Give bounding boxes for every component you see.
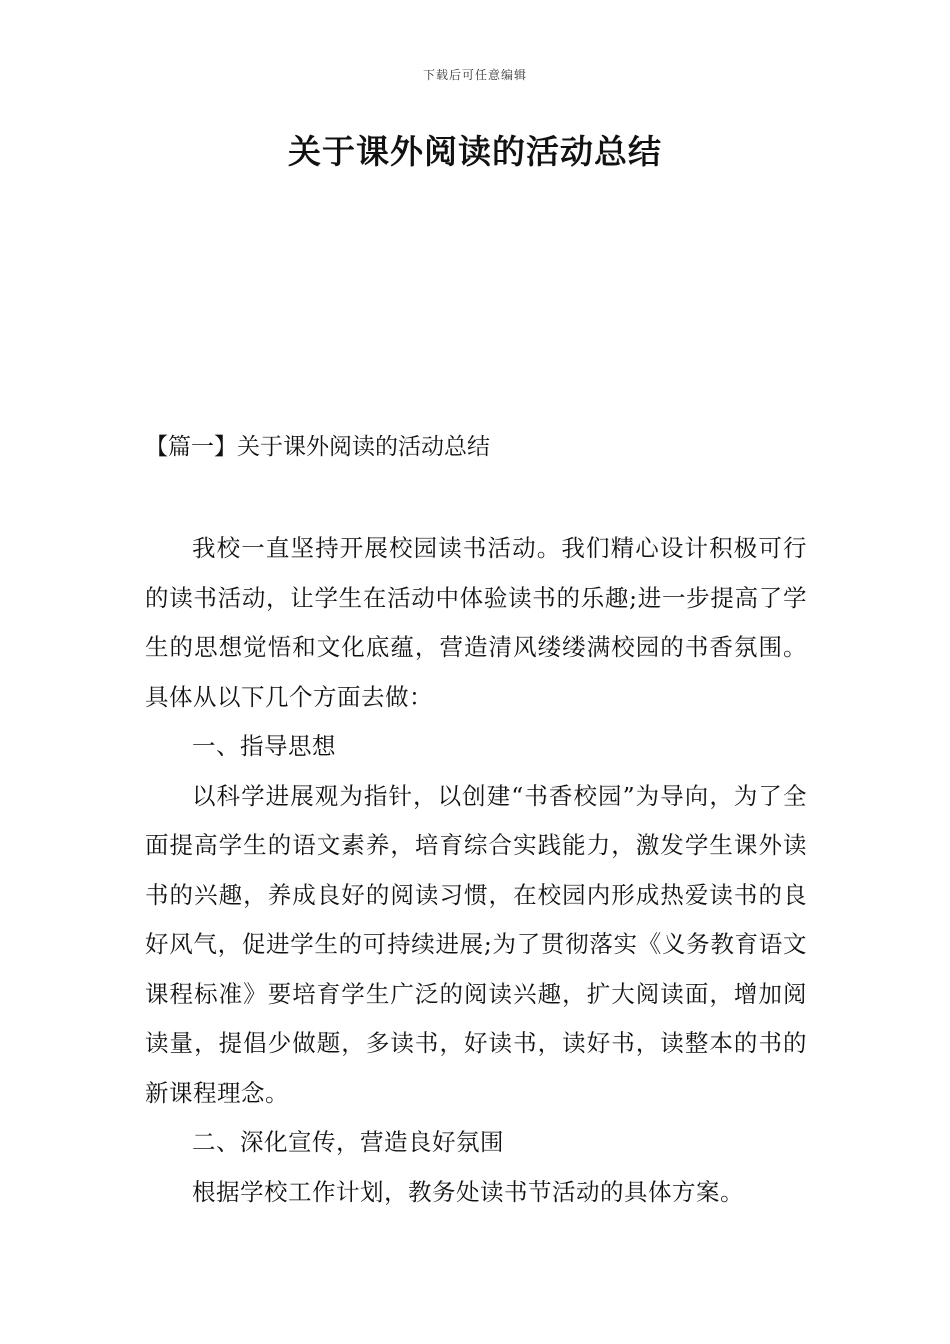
paragraph-intro: 我校一直坚持开展校园读书活动。我们精心设计积极可行的读书活动，让学生在活动中体验读书的乐趣;进一步提高了学生的思想觉悟和文化底蕴，营造清风缕缕满校园的书香氛围。具体从以下几个方面去做： [145, 534, 807, 711]
header-note: 下载后可任意编辑 [422, 68, 527, 82]
paragraph-publicity: 根据学校工作计划，教务处读书节活动的具体方案。 [192, 1177, 744, 1206]
document-title: 关于课外阅读的活动总结 [288, 132, 662, 171]
document-body [145, 524, 807, 1217]
section-heading: 【篇一】关于课外阅读的活动总结 [145, 434, 490, 460]
paragraph-guiding-thought: 以科学进展观为指针，以创建“书香校园”为导向，为了全面提高学生的语文素养，培育综合实践能力，激发学生课外读书的兴趣，养成良好的阅读习惯，在校园内形成热爱读书的良好风气，促进学生的可持续进展;为了贯彻落实《义务教育语文课程标准》要培育学生广泛的阅读兴趣，扩大阅读面，增加阅读量，提倡少做题，多读书，好读书，读好书，读整本的书的新课程理念。 [145, 781, 807, 1107]
subheading-publicity: 二、深化宣传，营造良好氛围 [192, 1128, 504, 1156]
subheading-guiding-thought: 一、指导思想 [192, 732, 336, 760]
